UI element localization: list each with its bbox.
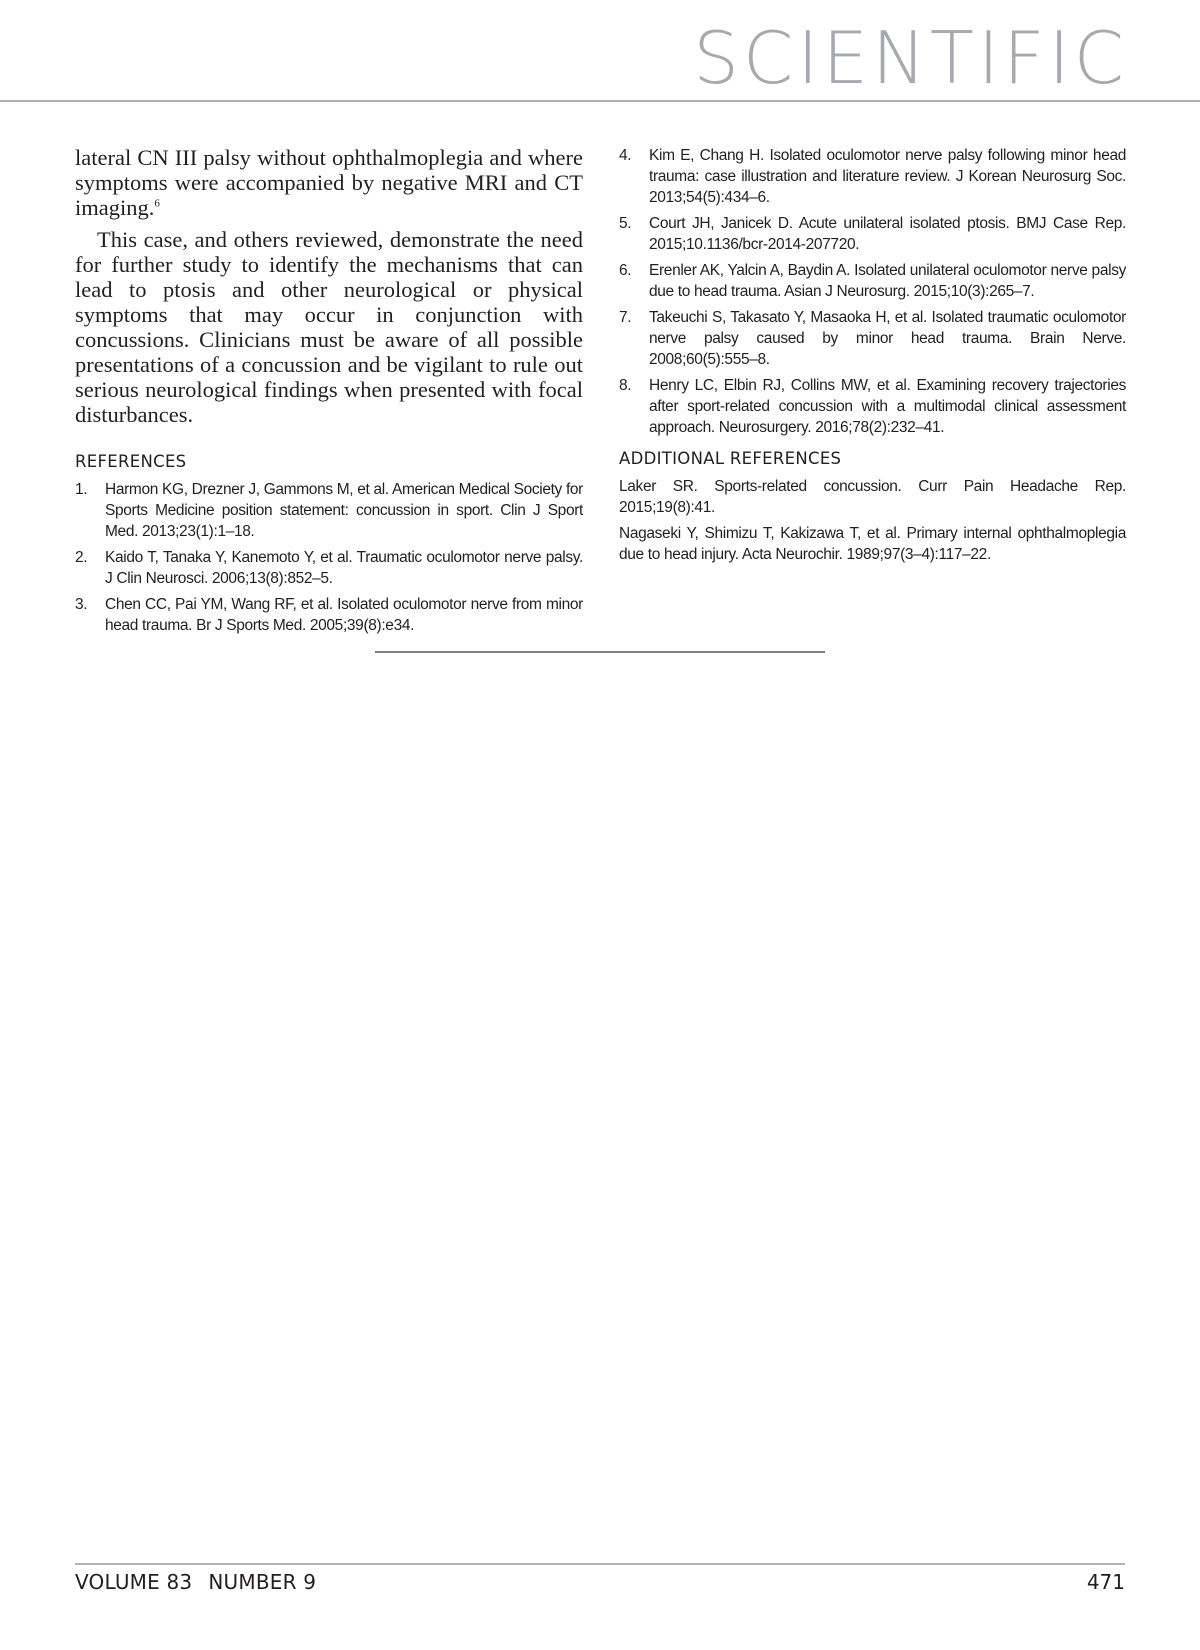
references-heading: REFERENCES xyxy=(75,452,187,471)
footer-rule xyxy=(75,1563,1125,1565)
reference-text: Erenler AK, Yalcin A, Baydin A. Isolated unilateral oculomotor nerve palsy due to head trauma. Asian J Neurosurg. 2015;10(3):265–7. xyxy=(649,262,1126,300)
references-list-right xyxy=(619,145,1126,438)
left-column xyxy=(75,145,583,641)
reference-number: 5. xyxy=(619,215,632,232)
reference-number: 1. xyxy=(75,480,88,498)
section-title: SCIENTIFIC xyxy=(693,16,1128,100)
footer-volume: VOLUME 83 xyxy=(75,1570,193,1594)
reference-number: 7. xyxy=(619,309,632,326)
reference-text: Chen CC, Pai YM, Wang RF, et al. Isolated oculomotor nerve from minor head trauma. Br J Sports Med. 2005;39(8):e34. xyxy=(105,595,583,634)
reference-item xyxy=(619,307,1126,370)
additional-reference-item: Laker SR. Sports-related concussion. Curr Pain Headache Rep. 2015;19(8):41. xyxy=(619,477,1126,516)
reference-text: Kaido T, Tanaka Y, Kanemoto Y, et al. Traumatic oculomotor nerve palsy. J Clin Neurosci. 2006;13(8):852–5. xyxy=(105,548,583,587)
reference-number: 6. xyxy=(619,262,632,279)
reference-text: Harmon KG, Drezner J, Gammons M, et al. American Medical Society for Sports Medicine position statement: concussion in sport. Clin J Sport Med. 2013;23(1):1–18. xyxy=(105,480,583,540)
reference-text: Henry LC, Elbin RJ, Collins MW, et al. Examining recovery trajectories after sport-related concussion with a multimodal clinical assessment approach. Neurosurgery. 2016;78(2):232–41. xyxy=(649,377,1126,436)
reference-item xyxy=(619,375,1126,438)
body-paragraph-2: This case, and others reviewed, demonstrate the need for further study to identify the mechanisms that can lead to ptosis and other neurological or physical symptoms that may occur in conjunction with concussions. Clinicians must be aware of all possible presentations of a concussion and be vigilant to rule out serious neurological findings when presented with focal disturbances. xyxy=(75,227,583,427)
reference-item xyxy=(75,479,583,542)
reference-item xyxy=(75,594,583,636)
reference-item xyxy=(75,547,583,589)
reference-number: 4. xyxy=(619,147,632,164)
citation-superscript: 6 xyxy=(154,197,160,210)
body-paragraph-1-text: lateral CN III palsy without ophthalmoplegia and where symptoms were accompanied by negative MRI and CT imaging. xyxy=(75,145,583,220)
article-end-rule xyxy=(375,651,825,653)
reference-number: 3. xyxy=(75,595,88,613)
reference-text: Court JH, Janicek D. Acute unilateral isolated ptosis. BMJ Case Rep. 2015;10.1136/bcr-2014-207720. xyxy=(649,215,1126,253)
references-list-left xyxy=(75,479,583,636)
reference-text: Kim E, Chang H. Isolated oculomotor nerve palsy following minor head trauma: case illustration and literature review. J Korean Neurosurg Soc. 2013;54(5):434–6. xyxy=(649,147,1126,206)
reference-number: 8. xyxy=(619,377,632,394)
body-paragraph-1 xyxy=(75,145,583,220)
page-number: 471 xyxy=(1086,1570,1125,1594)
reference-item xyxy=(619,145,1126,208)
header-rule xyxy=(0,100,1200,102)
footer-issue-info xyxy=(75,1570,316,1594)
reference-text: Takeuchi S, Takasato Y, Masaoka H, et al. Isolated traumatic oculomotor nerve palsy caused by minor head trauma. Brain Nerve. 2008;60(5):555–8. xyxy=(649,309,1126,368)
reference-item xyxy=(619,260,1126,302)
reference-item xyxy=(619,213,1126,255)
additional-references-heading: ADDITIONAL REFERENCES xyxy=(619,449,842,468)
footer-number: NUMBER 9 xyxy=(208,1570,317,1594)
additional-reference-item: Nagaseki Y, Shimizu T, Kakizawa T, et al. Primary internal ophthalmoplegia due to head injury. Acta Neurochir. 1989;97(3–4):117–22. xyxy=(619,524,1126,563)
reference-number: 2. xyxy=(75,548,88,566)
right-column xyxy=(619,145,1126,570)
